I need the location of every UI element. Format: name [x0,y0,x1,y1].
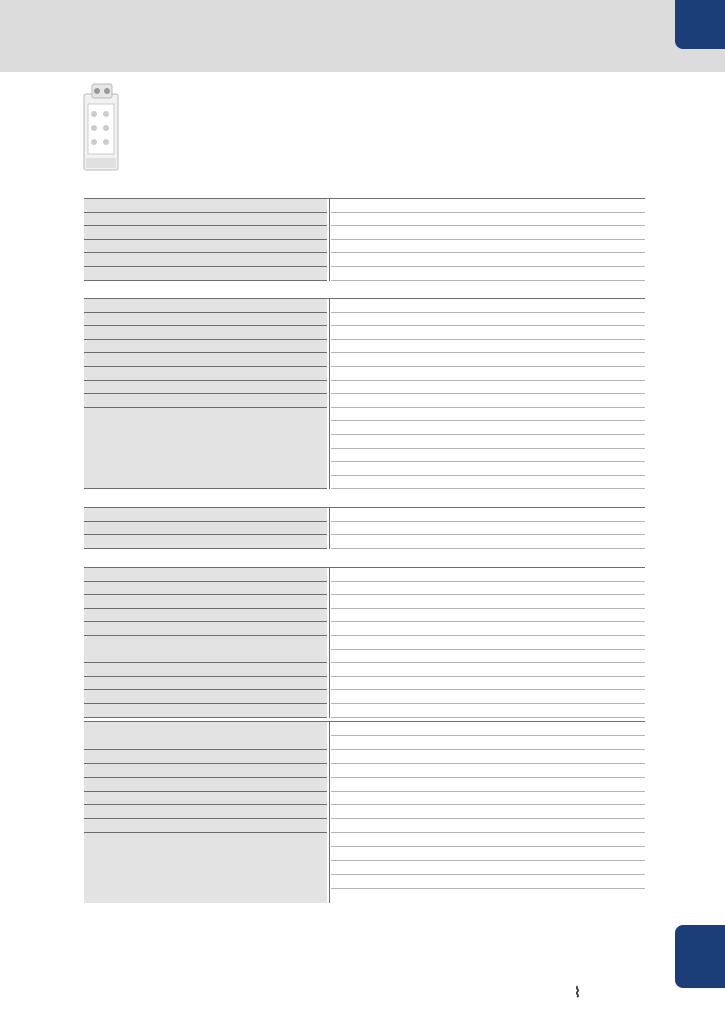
row-rule [84,804,327,805]
feature-line [307,88,652,102]
row-rule [84,521,327,522]
row-rule [331,212,645,213]
row-rule [84,635,327,636]
row-rule [84,777,327,778]
row-rule [331,239,645,240]
row-rule [331,312,645,313]
row-rule [84,393,327,394]
label-column-bg [84,508,327,549]
row-rule [84,662,327,663]
section-rule [84,298,645,299]
row-rule [331,888,645,889]
row-rule [331,735,645,736]
row-rule [331,366,645,367]
section-rule [84,198,645,199]
row-rule [84,548,327,549]
page-tab [675,925,725,988]
row-rule [84,594,327,595]
row-rule [84,763,327,764]
row-rule [331,448,645,449]
row-rule [84,366,327,367]
row-rule [84,818,327,819]
row-rule [331,676,645,677]
column-divider [329,508,330,549]
row-rule [331,635,645,636]
column-divider [329,199,330,281]
row-rule [331,791,645,792]
row-rule [331,548,645,549]
row-rule [84,608,327,609]
row-rule [331,832,645,833]
row-rule [84,703,327,704]
row-rule [331,475,645,476]
row-rule [331,594,645,595]
row-rule [331,325,645,326]
row-rule [84,339,327,340]
row-rule [331,804,645,805]
row-rule [331,860,645,861]
row-rule [331,717,645,718]
relay-product-image [82,82,122,172]
row-rule [331,393,645,394]
row-rule [331,534,645,535]
feature-list [307,88,652,102]
row-rule [84,717,327,718]
row-rule [331,874,645,875]
row-rule [84,791,327,792]
row-rule [84,380,327,381]
row-rule [331,407,645,408]
logo-mark-icon: ⌇ [574,984,581,1000]
relpol-logo [574,984,581,1001]
row-rule [84,749,327,750]
row-rule [331,225,645,226]
row-rule [331,689,645,690]
column-divider [329,299,330,489]
row-rule [84,534,327,535]
row-rule [84,352,327,353]
row-rule [331,777,645,778]
row-rule [84,621,327,622]
row-rule [84,581,327,582]
row-rule [331,763,645,764]
row-rule [84,266,327,267]
row-rule [84,212,327,213]
row-rule [331,380,645,381]
row-rule [331,846,645,847]
row-rule [331,749,645,750]
row-rule [331,608,645,609]
label-column-bg [84,568,327,718]
label-column-bg [84,299,327,489]
row-rule [331,488,645,489]
row-rule [331,280,645,281]
row-rule [331,703,645,704]
section-rule [84,721,645,722]
row-rule [331,461,645,462]
row-rule [331,339,645,340]
row-rule [84,312,327,313]
row-rule [84,280,327,281]
row-rule [331,581,645,582]
row-rule [331,434,645,435]
row-rule [84,225,327,226]
row-rule [331,649,645,650]
section-rule [84,567,645,568]
section-rule [84,507,645,508]
row-rule [84,325,327,326]
row-rule [331,352,645,353]
row-rule [84,676,327,677]
header-band [0,0,725,72]
row-rule [84,239,327,240]
row-rule [84,252,327,253]
row-rule [331,266,645,267]
row-rule [84,488,327,489]
column-divider [329,722,330,903]
column-divider [329,568,330,718]
row-rule [84,832,327,833]
row-rule [331,818,645,819]
row-rule [331,252,645,253]
row-rule [84,407,327,408]
row-rule [331,621,645,622]
row-rule [331,420,645,421]
row-rule [331,521,645,522]
row-rule [84,689,327,690]
row-rule [331,662,645,663]
top-tab [675,0,725,49]
